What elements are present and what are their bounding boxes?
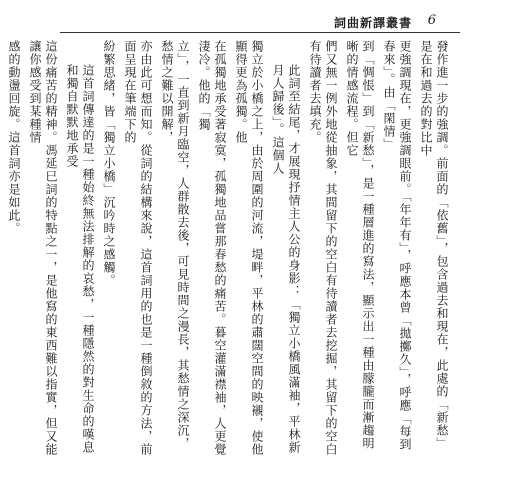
commentary-column: 紛繁思緒，皆「獨立小橋」沉吟時之感觸。 [102,40,116,287]
commentary-column: 這首詞傳達的是一種始終無法排解的哀愁，一種隱然的對生命的嘆息和獨自默默地承受 [65,64,95,454]
commentary-column: 在孤獨地承受著寂寞，孤獨地品嘗那春愁的痛苦。暮空灌滿襟袖，人更覺淒冷。他的「獨 [197,40,227,456]
commentary-column: 這份痛苦的精神。馮延巳詞的特點之一，是他寫的東西難以指實，但又能讓你感受到某種情 [28,40,58,456]
commentary-column: 們又無一例外地從抽象，其間留下的空白有待讀者去挖掘，其留下的空白有待讀者去填充。 [308,40,338,456]
commentary-column: 發作進一步的強調。前面的「依舊」，包含過去和現在，此處的「新愁」是在和過去的對比中 [419,40,449,450]
commentary-column: 此詞至結尾，才展現抒情主人公的身影：「獨立小橋風滿袖，平林新月人歸後」。這個人 [271,64,301,454]
commentary-column: 到「惆悵」到「新愁」，是一種層進的寫法，顯示出一種由朦朧而漸趨明晰的情感流程。但它 [345,40,375,450]
commentary-column: 獨立於小橋之上，由於周圍的河流，堤畔，平林的肅闊空間的映襯，使他顯得更為孤獨。他 [234,40,264,456]
commentary-column: 立」，一直到新月臨空，人群散去後，可見時間之漫長，其愁情之深沉，愁情之難以開解， [160,40,190,450]
header-divider [60,32,460,33]
running-header-title: 詞曲新譯叢書 [333,16,412,30]
commentary-column: 亦由此可想而知。從詞的結構來說，這首詞用的也是一種倒敘的方法，前面呈現在筆端下的 [123,40,153,456]
vertical-text-body [0,40,450,460]
commentary-column: 感的動盪回旋。這首詞亦是如此。 [7,40,21,235]
section-gap [0,40,1,460]
page-number: 6 [427,13,436,28]
commentary-column: 更強調現在，更強調眼前。「年年有」，呼應本曾「拋擲久」，呼應「每到春來」。由「閑情」 [382,40,412,451]
